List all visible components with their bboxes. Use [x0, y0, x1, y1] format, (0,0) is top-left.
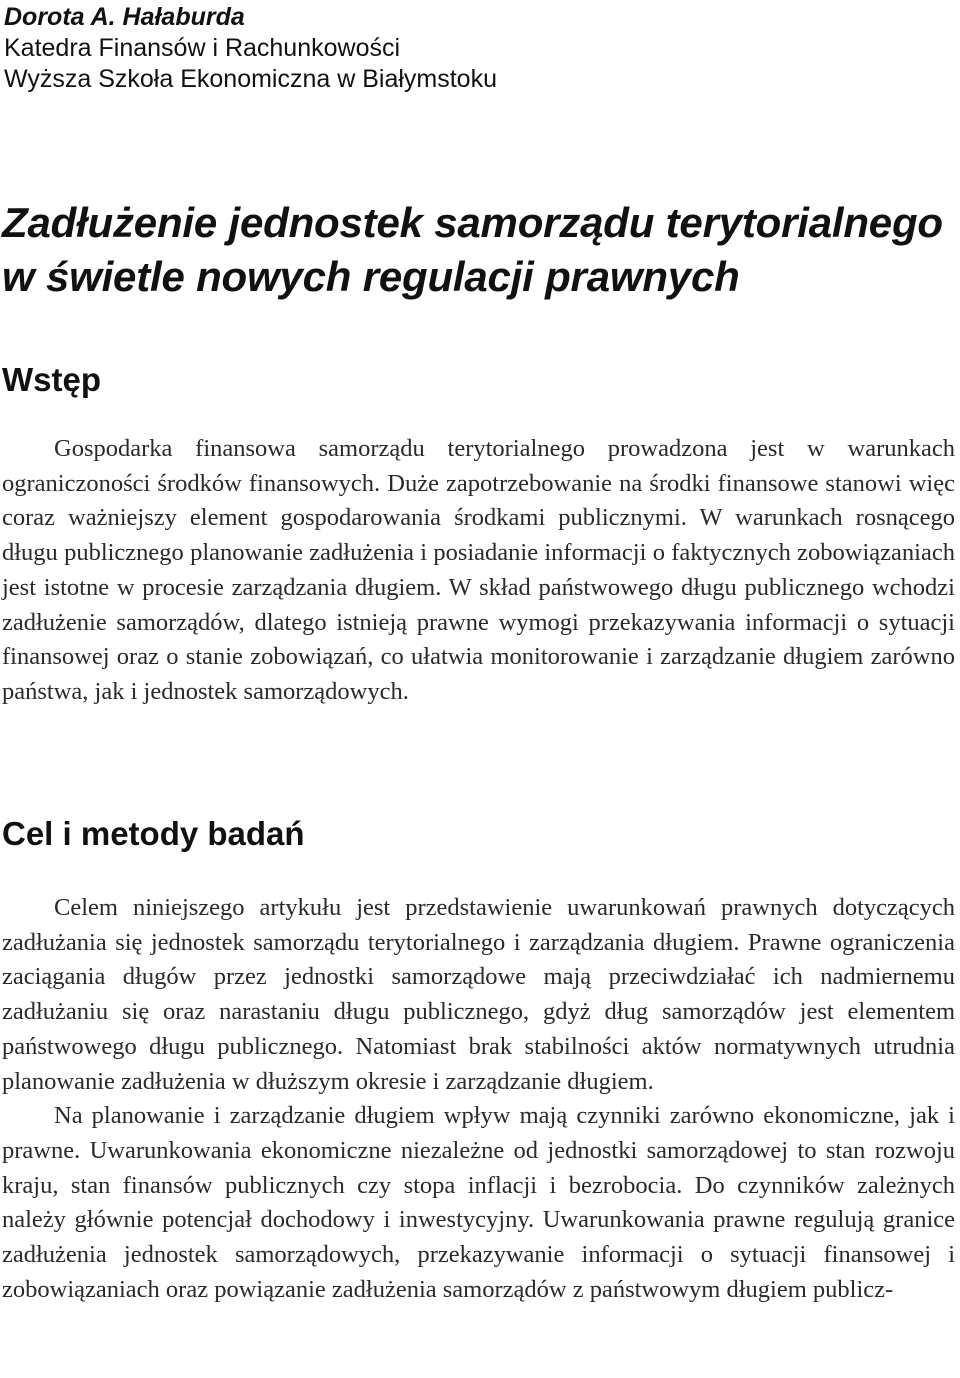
author-name: Dorota A. Hałaburda — [4, 3, 245, 31]
affiliation-department: Katedra Finansów i Rachunkowości — [4, 34, 401, 62]
section-heading-introduction: Wstęp — [2, 361, 101, 398]
goals-methods-body — [2, 891, 955, 1307]
paper-title: Zadłużenie jednostek samorządu terytorialnego w świetle nowych regulacji prawnych — [2, 199, 943, 300]
introduction-body — [2, 432, 955, 710]
paragraph: Na planowanie i zarządzanie długiem wpływ mają czynniki zarówno ekonomiczne, jak i prawne. Uwarunkowania ekonomiczne niezależne od jednostki samorządowej to stan rozwoju kraju, stan finansów publicznych czy stopa inflacji i bezrobocia. Do czynników zależnych należy głównie potencjał dochodowy i inwestycyjny. Uwarunkowania prawne regulują granice zadłużenia jednostek samorządowych, przekazywanie informacji o sytuacji finansowej i zobowiązaniach oraz powiązanie zadłużenia samorządów z państwowym długiem publicz- — [2, 1102, 955, 1303]
section-heading-goals-methods: Cel i metody badań — [2, 815, 305, 852]
paragraph: Gospodarka finansowa samorządu terytorialnego prowadzona jest w warunkach ograniczoności środków finansowych. Duże zapotrzebowanie na środki finansowe stanowi więc coraz ważniejszy element gospodarowania środkami publicznymi. W warunkach rosnącego długu publicznego planowanie zadłużenia i posiadanie informacji o faktycznych zobowiązaniach jest istotne w procesie zarządzania długiem. W skład państwowego długu publicznego wchodzi zadłużenie samorządów, dlatego istnieją prawne wymogi przekazywania informacji o sytuacji finansowej oraz o stanie zobowiązań, co ułatwia monitorowanie i zarządzanie długiem zarówno państwa, jak i jednostek samorządowych. — [2, 435, 955, 705]
author-block — [4, 2, 497, 95]
affiliation-school: Wyższa Szkoła Ekonomiczna w Białymstoku — [4, 65, 497, 93]
paragraph: Celem niniejszego artykułu jest przedstawienie uwarunkowań prawnych dotyczących zadłużania się jednostek samorządu terytorialnego i zarządzania długiem. Prawne ograniczenia zaciągania długów przez jednostki samorządowe mają przeciwdziałać ich nadmiernemu zadłużaniu się oraz narastaniu długu publicznego, gdyż dług samorządów jest elementem państwowego długu publicznego. Natomiast brak stabilności aktów normatywnych utrudnia planowanie zadłużenia w dłuższym okresie i zarządzanie długiem. — [2, 894, 955, 1095]
